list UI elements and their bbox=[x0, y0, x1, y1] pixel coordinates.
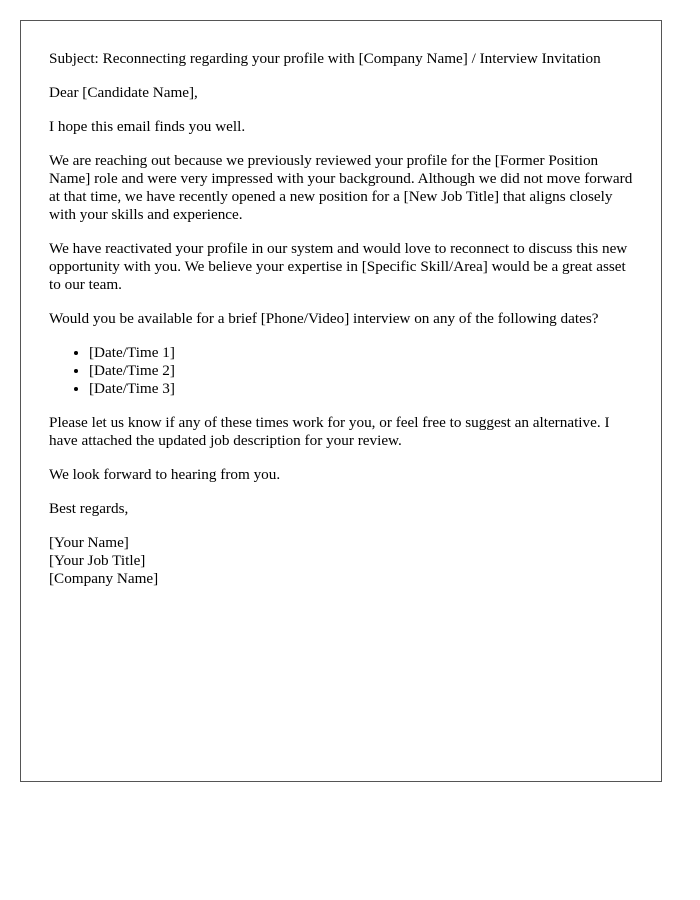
availability-question: Would you be available for a brief [Phone/Video] interview on any of the following dates? bbox=[49, 310, 599, 327]
date-option: • [Date/Time 2] bbox=[89, 362, 633, 380]
signature-company: [Company Name] bbox=[49, 570, 159, 587]
sign-off: Best regards, bbox=[49, 500, 129, 517]
date-option: • [Date/Time 3] bbox=[89, 380, 633, 398]
signature-block bbox=[49, 534, 633, 588]
alternative-paragraph: Please let us know if any of these times work for you, or feel free to suggest an alternative. I have attached the updated job description for your review. bbox=[49, 414, 610, 449]
email-greeting: Dear [Candidate Name], bbox=[49, 84, 198, 101]
signature-job-title: [Your Job Title] bbox=[49, 552, 146, 569]
reactivation-paragraph: We have reactivated your profile in our system and would love to reconnect to discuss this new opportunity with you. We believe your expertise in [Specific Skill/Area] would be a great asset to our team. bbox=[49, 240, 628, 293]
date-option: • [Date/Time 1] bbox=[89, 344, 633, 362]
signature-name: [Your Name] bbox=[49, 534, 129, 551]
intro-paragraph: I hope this email finds you well. bbox=[49, 118, 246, 135]
date-options-list bbox=[49, 344, 633, 398]
look-forward-paragraph: We look forward to hearing from you. bbox=[49, 466, 281, 483]
context-paragraph: We are reaching out because we previously reviewed your profile for the [Former Position Name] role and were very impressed with your background. Although we did not move forward at that time, we have recently opened a new position for a [New Job Title] that aligns closely with your skills and experience. bbox=[49, 152, 633, 223]
letter-body bbox=[20, 20, 662, 782]
email-subject: Subject: Reconnecting regarding your profile with [Company Name] / Interview Invitation bbox=[49, 50, 601, 67]
